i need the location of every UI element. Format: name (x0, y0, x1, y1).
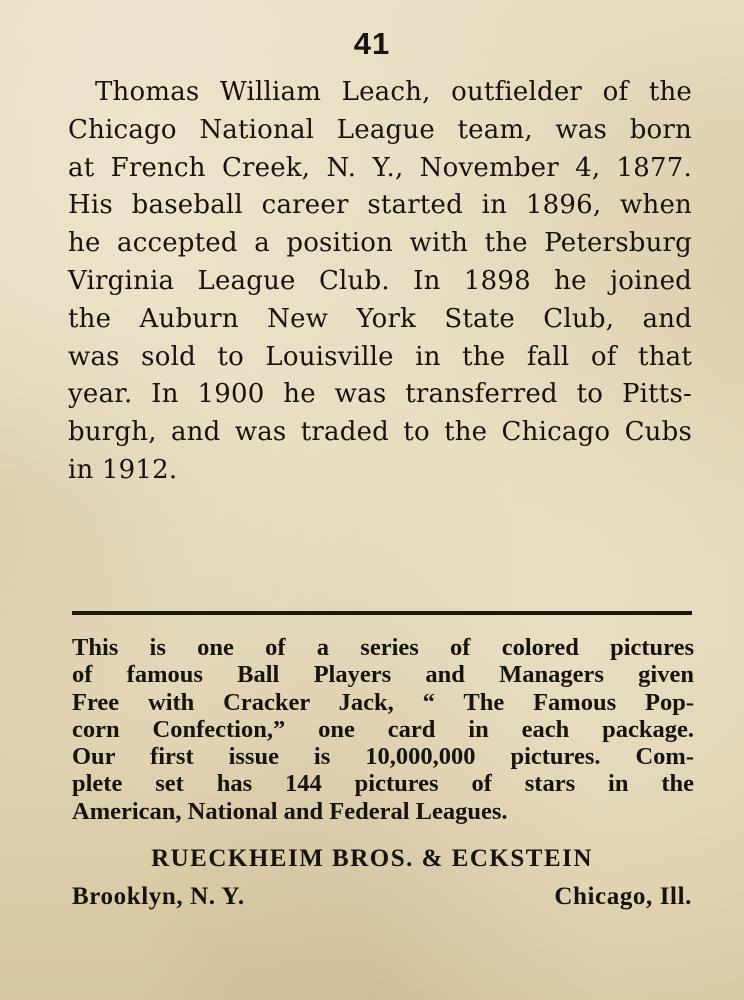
card-number: 41 (353, 26, 391, 61)
biography-line: he accepted a position with the Petersburg (68, 228, 692, 259)
biography-line: burgh, and was traded to the Chicago Cubs (68, 417, 692, 448)
series-notice (72, 634, 694, 825)
biography-line: Virginia League Club. In 1898 he joined (68, 265, 692, 296)
divider-rule (72, 611, 692, 615)
notice-line: Free with Cracker Jack, “ The Famous Pop- (72, 688, 694, 716)
notice-line: American, National and Federal Leagues. (72, 797, 508, 825)
biography-line: the Auburn New York State Club, and (68, 303, 692, 334)
biography-line: year. In 1900 he was transferred to Pitts- (68, 379, 692, 410)
notice-line: corn Confection,” one card in each package. (72, 715, 694, 743)
publisher-city-brooklyn: Brooklyn, N. Y. (72, 883, 245, 910)
notice-line: of famous Ball Players and Managers given (72, 661, 694, 689)
notice-line: plete set has 144 pictures of stars in the (72, 770, 694, 798)
biography-line: at French Creek, N. Y., November 4, 1877. (68, 152, 692, 183)
biography-line: in 1912. (68, 454, 178, 485)
publisher-company: RUECKHEIM BROS. & ECKSTEIN (151, 845, 593, 872)
notice-line: Our first issue is 10,000,000 pictures. Com- (72, 743, 694, 771)
biography-line: Chicago National League team, was born (68, 114, 692, 145)
biography-line: Thomas William Leach, outfielder of the (95, 77, 692, 107)
notice-line: This is one of a series of colored pictures (72, 634, 694, 661)
biography-line: His baseball career started in 1896, when (68, 190, 692, 221)
biography (68, 74, 692, 490)
publisher-city-chicago: Chicago, Ill. (554, 883, 692, 910)
biography-line: was sold to Louisville in the fall of that (68, 341, 692, 372)
